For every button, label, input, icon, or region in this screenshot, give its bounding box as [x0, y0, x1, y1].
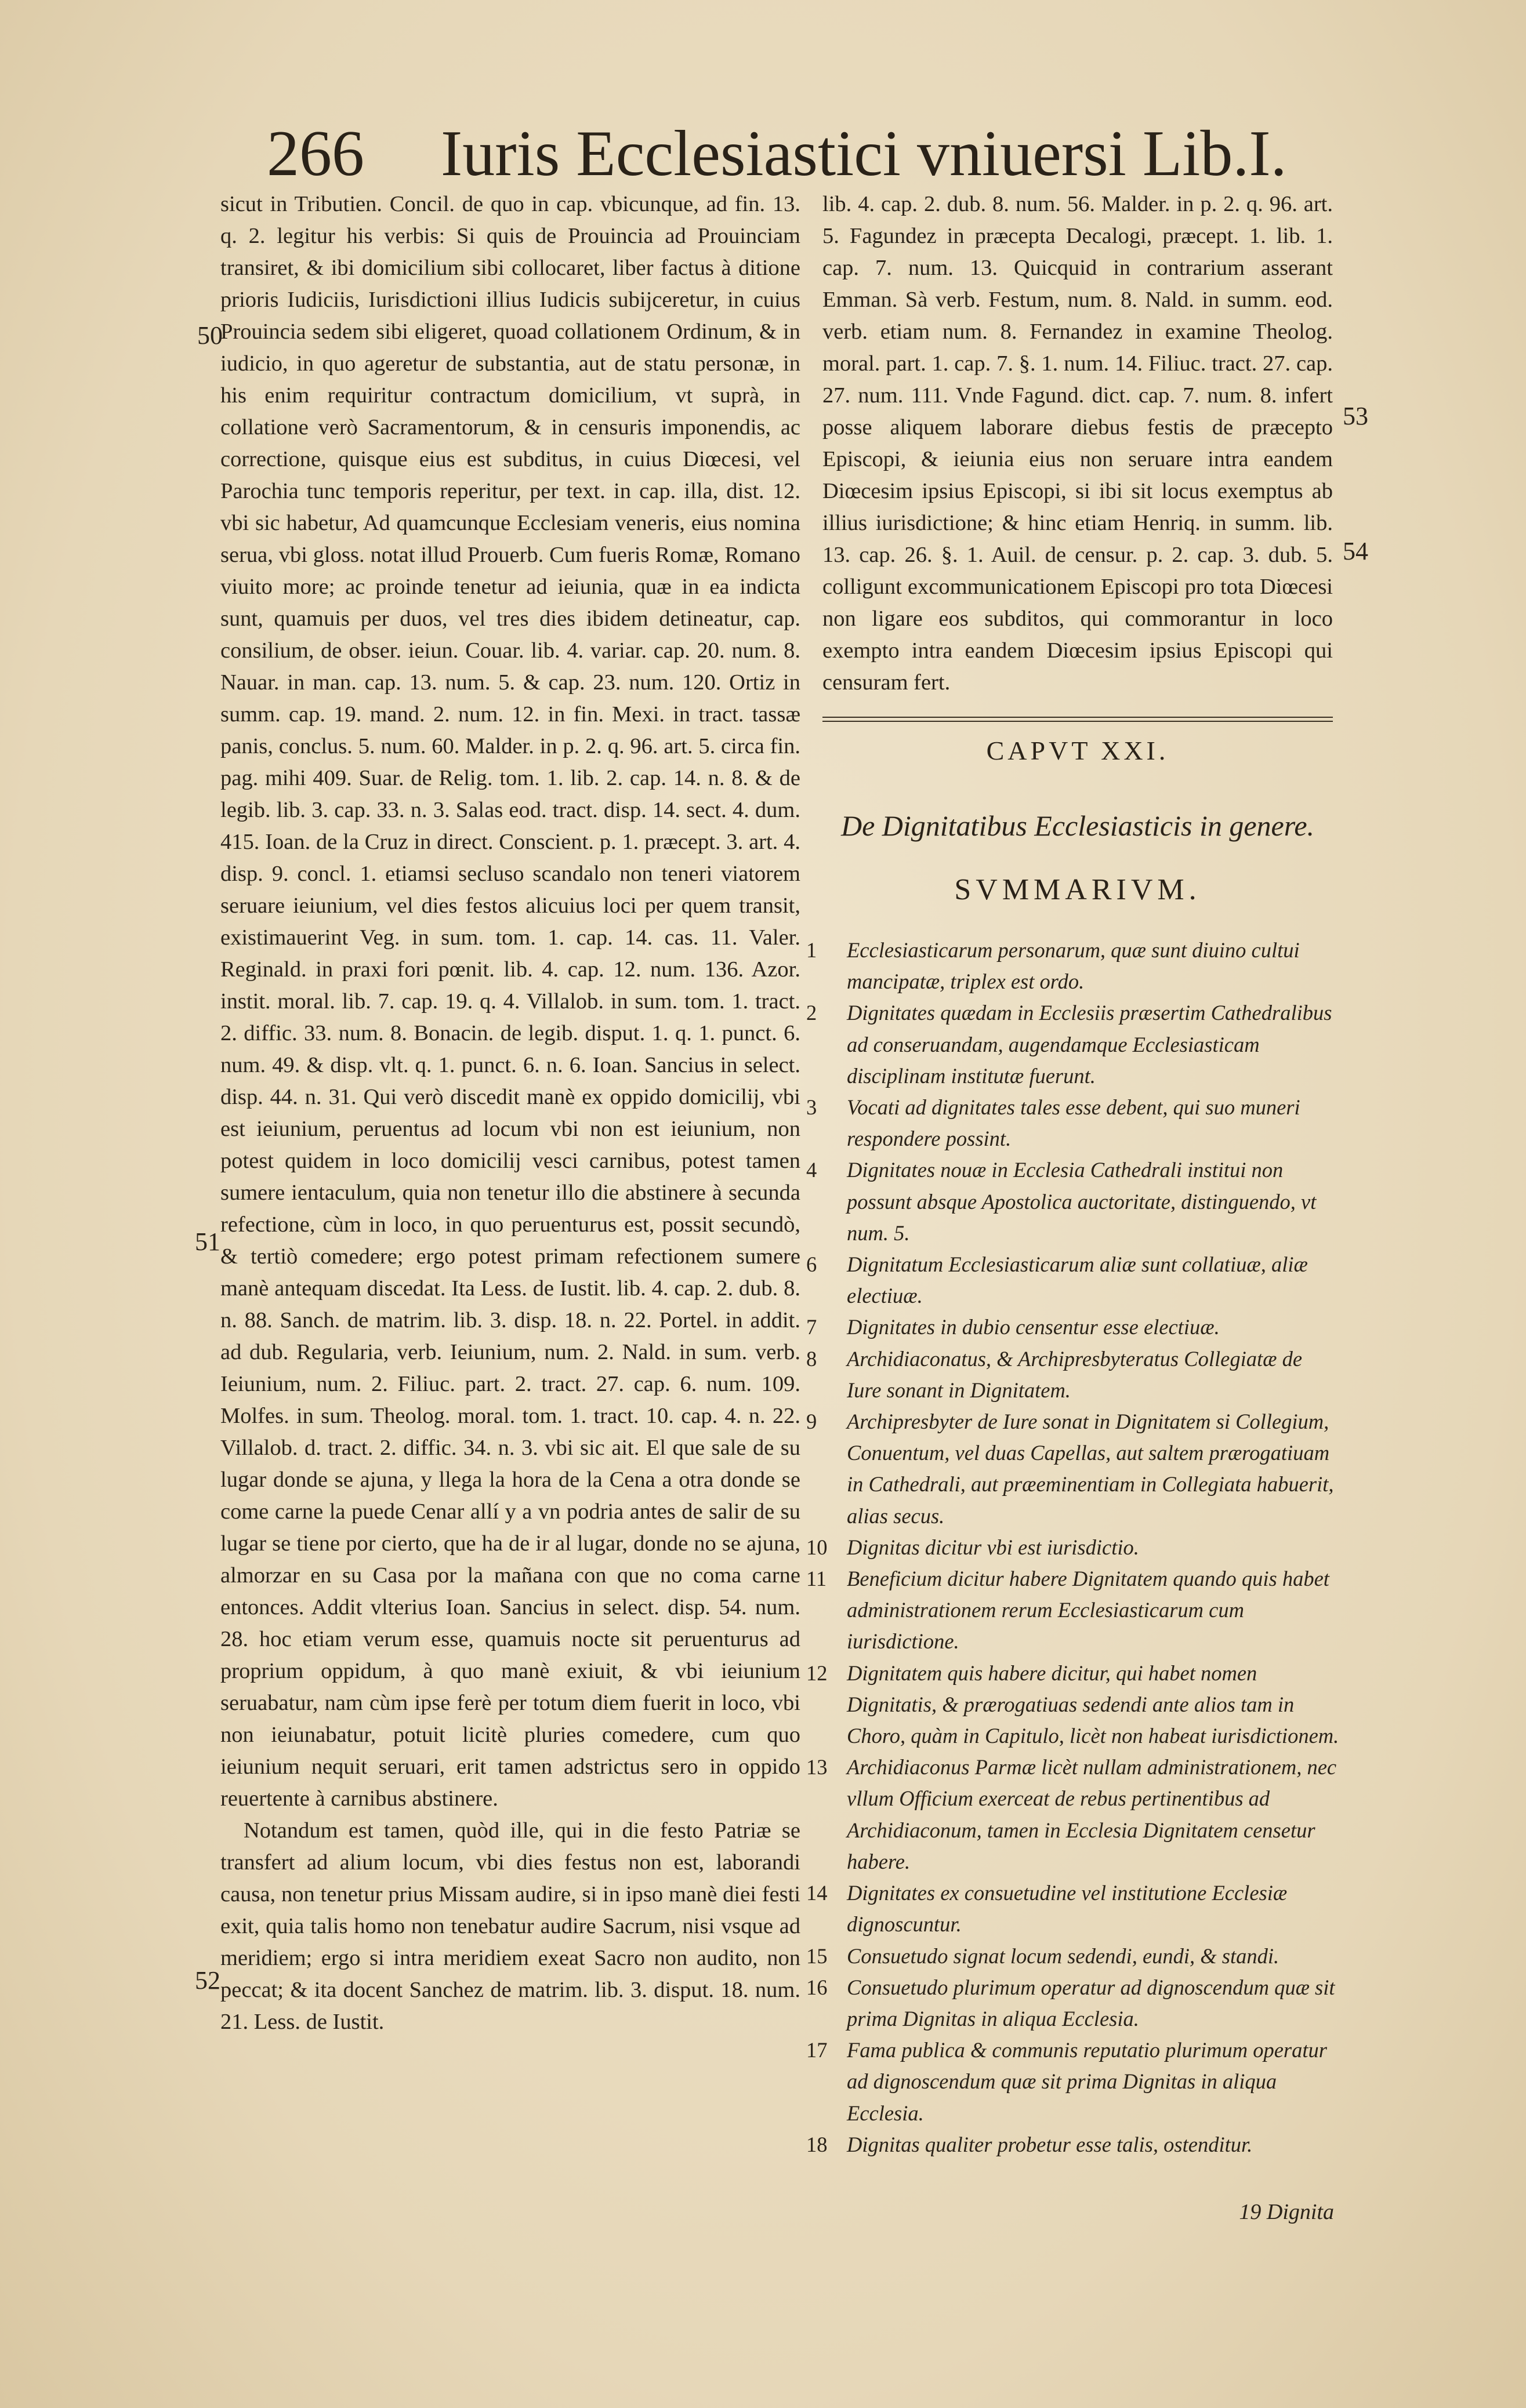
summary-heading: SVMMARIVM.	[954, 873, 1201, 906]
summary-item-number: 3	[806, 1095, 817, 1120]
catchword: 19 Dignita	[1239, 2200, 1334, 2224]
summary-item-number: 11	[806, 1567, 827, 1591]
summary-item-text: Dignitatem quis habere dicitur, qui habet nomen Dignitatis, & prærogatiuas sedendi ante alios tam in Choro, quàm in Capitulo, licèt non habeat iurisdictionem.	[847, 1661, 1339, 1748]
summary-item-text: Consuetudo plurimum operatur ad dignoscendum quæ sit prima Dignitas in aliqua Ecclesia.	[847, 1975, 1335, 2031]
summary-item-text: Beneficium dicitur habere Dignitatem quando quis habet administrationem rerum Ecclesiasticarum cum iurisdictione.	[847, 1567, 1329, 1654]
summary-item-text: Dignitates ex consuetudine vel institutione Ecclesiæ dignoscuntur.	[847, 1881, 1288, 1937]
summary-item-number: 17	[806, 2038, 828, 2062]
summary-item-number: 18	[806, 2132, 828, 2156]
summary-item-text: Dignitates nouæ in Ecclesia Cathedrali institui non possunt absque Apostolica auctoritate, distinguendo, vt num. 5.	[847, 1158, 1317, 1245]
summary-item-text: Ecclesiasticarum personarum, quæ sunt diuino cultui mancipatæ, triplex est ordo.	[847, 938, 1300, 994]
left-paragraph-1: sicut in Tributien. Concil. de quo in cap. vbicunque, ad fin. 13. q. 2. legitur his verbis: Si quis de Prouincia ad Prouinciam transiret, & ibi domicilium sibi collocaret, liber factus à ditione prioris Iudiciis, Iurisdictioni illius Iudicis subijceretur, in cuius Prouincia sedem sibi eligeret, quoad collationem Ordinum, & in iudicio, in quo ageretur de substantia, aut de statu personæ, in his enim requiritur contractum domicilium, vt suprà, in collatione verò Sacramentorum, & in censuris imponendis, ac correctione, quisque eius est subditus, in cuius Diœcesi, vel Parochia tunc temporis reperitur, per text. in cap. illa, dist. 12. vbi sic habetur, Ad quamcunque Ecclesiam veneris, eius nomina serua, vbi gloss. notat illud Prouerb. Cum fueris Romæ, Romano viuito more; ac proinde tenetur ad ieiunia, quæ in ea indicta sunt, quamuis per duos, vel tres dies ibidem detineatur, cap. consilium, de obser. ieiun. Couar. lib. 4. variar. cap. 20. num. 8. Nauar. in man. cap. 13. num. 5. & cap. 23. num. 120. Ortiz in summ. cap. 19. mand. 2. num. 12. in fin. Mexi. in tract. tassæ panis, conclus. 5. num. 60. Malder. in p. 2. q. 96. art. 5. circa fin. pag. mihi 409. Suar. de Relig. tom. 1. lib. 2. cap. 14. n. 8. & de legib. lib. 3. cap. 33. n. 3. Salas eod. tract. disp. 14. sect. 4. dum. 415. Ioan. de la Cruz in direct. Conscient. p. 1. præcept. 3. art. 4. disp. 9. concl. 1. etiamsi secluso scandalo non teneri viatorem seruare ieiunium, vel dies festos alicuius loci per quem transit, existimauerint Veg. in sum. tom. 1. cap. 14. cas. 11. Valer. Reginald. in praxi fori pœnit. lib. 4. cap. 12. num. 136. Azor. instit. moral. lib. 7. cap. 19. q. 4. Villalob. in sum. tom. 1. tract. 2. diffic. 33. num. 8. Bonacin. de legib. disput. 1. q. 1. punct. 6. num. 49. & disp. vlt. q. 1. punct. 6. n. 6. Ioan. Sancius in select. disp. 44. n. 31. Qui verò discedit manè ex oppido domicilij, vbi est ieiunium, peruentus ad locum vbi non est ieiunium, non potest quidem in loco domicilij vesci carnibus, potest tamen sumere ientaculum, quia non tenetur illo die abstinere à secunda refectione, cùm in loco, in quo peruenturus est, possit secundò, & tertiò comedere; ergo potest primam refectionem sumere manè antequam discedat. Ita Less. de Iustit. lib. 4. cap. 2. dub. 8. n. 88. Sanch. de matrim. lib. 3. disp. 18. n. 22. Portel. in addit. ad dub. Regularia, verb. Ieiunium, num. 2. Nald. in sum. verb. Ieiunium, num. 2. Filiuc. part. 2. tract. 27. cap. 6. num. 109. Molfes. in sum. Theolog. moral. tom. 1. tract. 10. cap. 4. n. 22. Villalob. d. tract. 2. diffic. 34. n. 3. vbi sic ait. El que sale de su lugar donde se ajuna, y llega la hora de la Cena a otra donde se come carne la puede Cenar allí y a vn podria antes de salir de su lugar se tiene por cierto, que ha de ir al lugar, donde no se ajuna, almorzar en su Casa por la mañana con que no coma carne entonces. Addit vlterius Ioan. Sancius in select. disp. 54. num. 28. hoc etiam verum esse, quamuis nocte sit peruenturus ad proprium oppidum, à quo manè exiuit, & vbi ieiunium seruabatur, nam cùm ipse ferè per totum diem fuerit in loco, vbi non ieiunabatur, potuit licitè pluries comedere, cum quo ieiunium nequit seruari, erit tamen adstrictus sero in oppido reuertente à carnibus abstinere.	[220, 192, 800, 1811]
right-paragraph-1: lib. 4. cap. 2. dub. 8. num. 56. Malder. in p. 2. q. 96. art. 5. Fagundez in præcepta Decalogi, præcept. 1. lib. 1. cap. 7. num. 13. Quicquid in contrarium asserant Emman. Sà verb. Festum, num. 8. Nald. in summ. eod. verb. etiam num. 8. Fernandez in examine Theolog. moral. part. 1. cap. 7. §. 1. num. 14. Filiuc. tract. 27. cap. 27. num. 111. Vnde Fagund. dict. cap. 7. num. 8. infert posse aliquem laborare diebus festis de præcepto Episcopi, & ieiunia eius non seruare intra eandem Diœcesim ipsius Episcopi, si ibi sit locus exemptus ab illius iurisdictione; & hinc etiam Henriq. in summ. lib. 13. cap. 26. §. 1. Auil. de censur. p. 2. cap. 3. dub. 5. colligunt excommunicationem Episcopi pro tota Diœcesi non ligare eos subditos, qui commorantur in loco exempto intra eandem Diœcesim ipsius Episcopi qui censuram fert.	[822, 192, 1333, 695]
chapter-subtitle: De Dignitatibus Ecclesiasticis in genere.	[840, 809, 1315, 842]
summary-item	[806, 1658, 1340, 1752]
right-column	[822, 188, 1333, 699]
summary-item-number: 6	[806, 1252, 817, 1277]
summary-item-number: 14	[806, 1881, 828, 1905]
margin-number-51: 51	[195, 1227, 220, 1256]
summary-item-text: Fama publica & communis reputatio plurimum operatur ad dignoscendum quæ sit prima Dignitas in aliqua Ecclesia.	[847, 2038, 1327, 2125]
summary-item	[806, 1154, 1340, 1249]
summary-item-text: Archidiaconatus, & Archipresbyteratus Collegiatæ de Iure sonant in Dignitatem.	[847, 1346, 1303, 1402]
running-title: Iuris Ecclesiastici vniuersi Lib.I.	[441, 118, 1287, 190]
summary-item	[806, 1092, 1340, 1154]
summary-item-number: 9	[806, 1410, 817, 1434]
summary-item	[806, 2035, 1340, 2129]
summary-item	[806, 997, 1340, 1092]
summary-item	[806, 1532, 1340, 1563]
summary-item	[806, 935, 1340, 997]
summary-item-number: 1	[806, 938, 817, 962]
summary-item	[806, 1752, 1340, 1877]
chapter-heading: CAPVT XXI.	[986, 736, 1169, 765]
summary-item	[806, 1877, 1340, 1940]
margin-number-50: 50	[197, 321, 223, 350]
summary-item-number: 8	[806, 1346, 817, 1371]
summary-item-text: Archipresbyter de Iure sonat in Dignitatem si Collegium, Conuentum, vel duas Capellas, aut saltem prærogatiuam in Cathedrali, aut præeminentiam in Collegiata habuerit, alias secus.	[847, 1410, 1334, 1528]
summary-item-text: Dignitates in dubio censentur esse electiuæ.	[847, 1315, 1220, 1339]
left-paragraph-2: Notandum est tamen, quòd ille, qui in die festo Patriæ se transfert ad alium locum, vbi dies festus non est, laborandi causa, non tenetur prius Missam audire, si in ipso manè diei festi exit, quia talis homo non tenebatur audire Sacrum, nisi vsque ad meridiem; ergo si intra meridiem exeat Sacro non audito, non peccat; & ita docent Sanchez de matrim. lib. 3. disput. 18. num. 21. Less. de Iustit.	[220, 1818, 800, 2034]
summary-item-number: 13	[806, 1755, 828, 1779]
summary-item-text: Dignitas dicitur vbi est iurisdictio.	[847, 1535, 1139, 1559]
margin-number-54: 54	[1343, 537, 1368, 565]
summary-item-number: 15	[806, 1944, 828, 1968]
summary-item-text: Dignitates quædam in Ecclesiis præsertim Cathedralibus ad conseruandam, augendamque Ecclesiasticam disciplinam institutæ fuerunt.	[847, 1001, 1332, 1088]
summary-item-text: Dignitas qualiter probetur esse talis, ostenditur.	[847, 2132, 1253, 2156]
summary-item	[806, 1406, 1340, 1532]
summary-item	[806, 1563, 1340, 1658]
left-column	[220, 188, 800, 2038]
summary-item	[806, 1249, 1340, 1312]
margin-number-52: 52	[195, 1966, 220, 1995]
summary-item	[806, 1972, 1340, 2035]
summary-item-number: 2	[806, 1001, 817, 1025]
summary-item-number: 10	[806, 1535, 828, 1559]
running-header	[267, 116, 1311, 191]
summary-item	[806, 1941, 1340, 1972]
section-divider	[822, 717, 1333, 722]
summary-item	[806, 1312, 1340, 1343]
summary-item-text: Dignitatum Ecclesiasticarum aliæ sunt collatiuæ, aliæ electiuæ.	[847, 1252, 1308, 1308]
summary-item-text: Archidiaconus Parmæ licèt nullam administrationem, nec vllum Officium exerceat de rebus pertinentibus ad Archidiaconum, tamen in Ecclesia Dignitatem censetur habere.	[847, 1755, 1337, 1873]
summary-list	[806, 935, 1340, 2160]
summary-item-number: 4	[806, 1158, 817, 1182]
summary-item-number: 7	[806, 1315, 817, 1339]
summary-item-text: Consuetudo signat locum sedendi, eundi, & standi.	[847, 1944, 1279, 1968]
summary-item	[806, 1343, 1340, 1406]
margin-number-53: 53	[1343, 402, 1368, 430]
page-number: 266	[267, 118, 364, 190]
summary-item-number: 16	[806, 1975, 828, 1999]
summary-item-number: 12	[806, 1661, 828, 1685]
summary-item	[806, 2129, 1340, 2160]
summary-item-text: Vocati ad dignitates tales esse debent, qui suo muneri respondere possint.	[847, 1095, 1300, 1151]
